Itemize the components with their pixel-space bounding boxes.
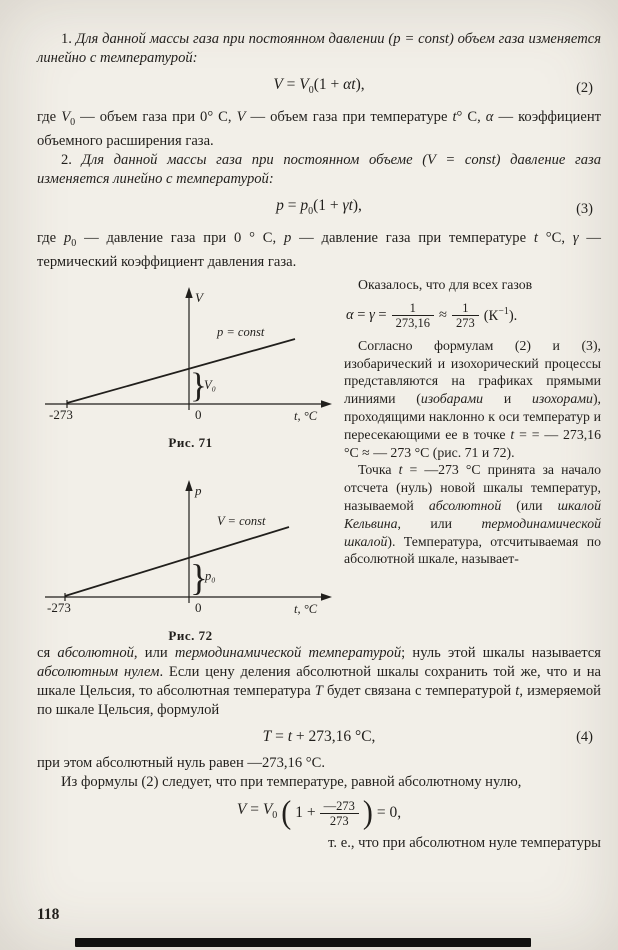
fig71-line-label: p = const [217, 325, 265, 339]
fig72-y-arrow [185, 480, 192, 491]
paragraph-from-formula-2: Из формулы (2) следует, что при температуре, равной абсолютному нулю, [61, 774, 522, 790]
fig71-x-left-label: -273 [49, 407, 73, 422]
open-paren: ( [281, 794, 292, 831]
figure-71-caption: Рис. 71 [168, 435, 213, 450]
paragraph-law-isochoric: 2. Для данной массы газа при постоянном объеме (V = const) давление газа изменяется линейно с температурой: [37, 152, 602, 187]
fig71-isobar-line [67, 339, 295, 403]
formula-body [236, 794, 402, 831]
figure-71-isobar-graph [37, 282, 337, 434]
figure-72-caption: Рис. 72 [168, 628, 213, 643]
fig71-y-arrow [185, 287, 192, 298]
page-number: 118 [37, 906, 60, 923]
formula-body: $p = p_0(1 + \gamma t)$, [276, 197, 362, 218]
fig71-origin-label: 0 [195, 407, 202, 422]
fraction-minus273-273: $\frac{—273}{273}$ [320, 799, 359, 828]
formula-inner: 1 + [295, 804, 316, 821]
two-column-section [37, 276, 601, 644]
equation-number-3: (3) [576, 201, 593, 218]
fig72-line-label: V = const [217, 514, 266, 528]
approx-sign: ≈ [438, 306, 447, 323]
fig72-ordinate-label: p₀ [205, 569, 216, 583]
formula-kelvin-celsius [37, 726, 601, 748]
paragraph-absolute-zero-value: при этом абсолютный нуль равен —273,16 °С. [37, 755, 326, 771]
formula-alpha-gamma [346, 301, 601, 330]
equation-number-4: (4) [576, 729, 593, 745]
paragraph-volume-definitions: где $V_0$ — объем газа при 0° С, V — объем газа при температуре t° С, α — коэффициент объемного расширения газа. [37, 109, 602, 149]
fraction-1-27316: $\frac{1}{273,16}$ [392, 301, 434, 330]
fraction-1-273: $\frac{1}{273}$ [452, 301, 479, 330]
formula-volume-temperature [37, 74, 601, 102]
close-paren: ) [362, 794, 373, 831]
fig71-x-arrow [321, 400, 332, 408]
formula-body: T = t + 273,16 °С, [262, 728, 376, 745]
fig72-y-axis-label: p [195, 483, 202, 498]
paragraph-that-is: т. е., что при абсолютном нуле температуры [328, 835, 601, 851]
figure-72-isochore-graph [37, 475, 337, 627]
fig72-brace-mark: } [190, 558, 208, 599]
formula-body: $V = V_0(1 + \alpha t)$, [273, 76, 365, 97]
formula-zero-volume [37, 794, 601, 831]
equation-number-2: (2) [576, 80, 593, 97]
formula-pressure-temperature [37, 195, 601, 223]
fig71-y-axis-label: V [195, 290, 203, 305]
fig72-x-axis-label: t, °C [294, 602, 318, 616]
formula-rhs: = 0, [376, 804, 402, 821]
fig72-origin-label: 0 [195, 600, 202, 615]
paragraph-absolute-temperature: ся абсолютной, или термодинамической температурой; нуль этой шкалы называется абсолютным нулем. Если цену деления абсолютной шкалы сохранить той же, что и на шкале Цельсия, то абсолютная температура T будет связана с температурой t, измеряемой по шкале Цельсия, формулой [37, 645, 602, 718]
text-column [344, 276, 601, 644]
formula-lhs: $V = V_0$ [236, 800, 278, 822]
paragraph-pressure-definitions: где $p_0$ — давление газа при 0 ° С, p — давление газа при температуре t °С, γ — термический коэффициент давления газа. [37, 230, 602, 270]
fig72-x-arrow [321, 593, 332, 601]
paragraph-absolute-scale: Точка t = —273 °С принята за начало отсчета (нуль) новой шкалы температур, называемой абсолютной (или шкалой Кельвина, или термодинамической шкалой). Температура, отсчитываемая по абсолютной шкале, называет- [344, 462, 602, 567]
scan-artifact-bar [75, 938, 531, 947]
formula-lhs: α = γ = [346, 306, 387, 323]
paragraph-observed: Оказалось, что для всех газов [358, 277, 533, 292]
fig72-isochore-line [65, 527, 289, 596]
figures-column [37, 276, 344, 644]
formula-unit: $(К^{-1})$. [483, 305, 518, 324]
paragraph-isobars-isochores: Согласно формулам (2) и (3), изобарический и изохорический процессы представляются на графиках прямыми линиями (изобарами и изохорами), проходящими наклонно к оси температур и пересекающими ее в точке t = = — 273,16 °С ≈ — 273 °С (рис. 71 и 72). [344, 337, 601, 460]
fig72-x-left-label: -273 [47, 600, 71, 615]
fig71-brace-mark: } [190, 366, 207, 405]
paragraph-law-isobaric: 1. Для данной массы газа при постоянном давлении (p = const) объем газа изменяется линейно с температурой: [37, 31, 601, 66]
fig71-ordinate-label: V₀ [204, 378, 216, 392]
fig71-x-axis-label: t, °C [294, 409, 318, 423]
